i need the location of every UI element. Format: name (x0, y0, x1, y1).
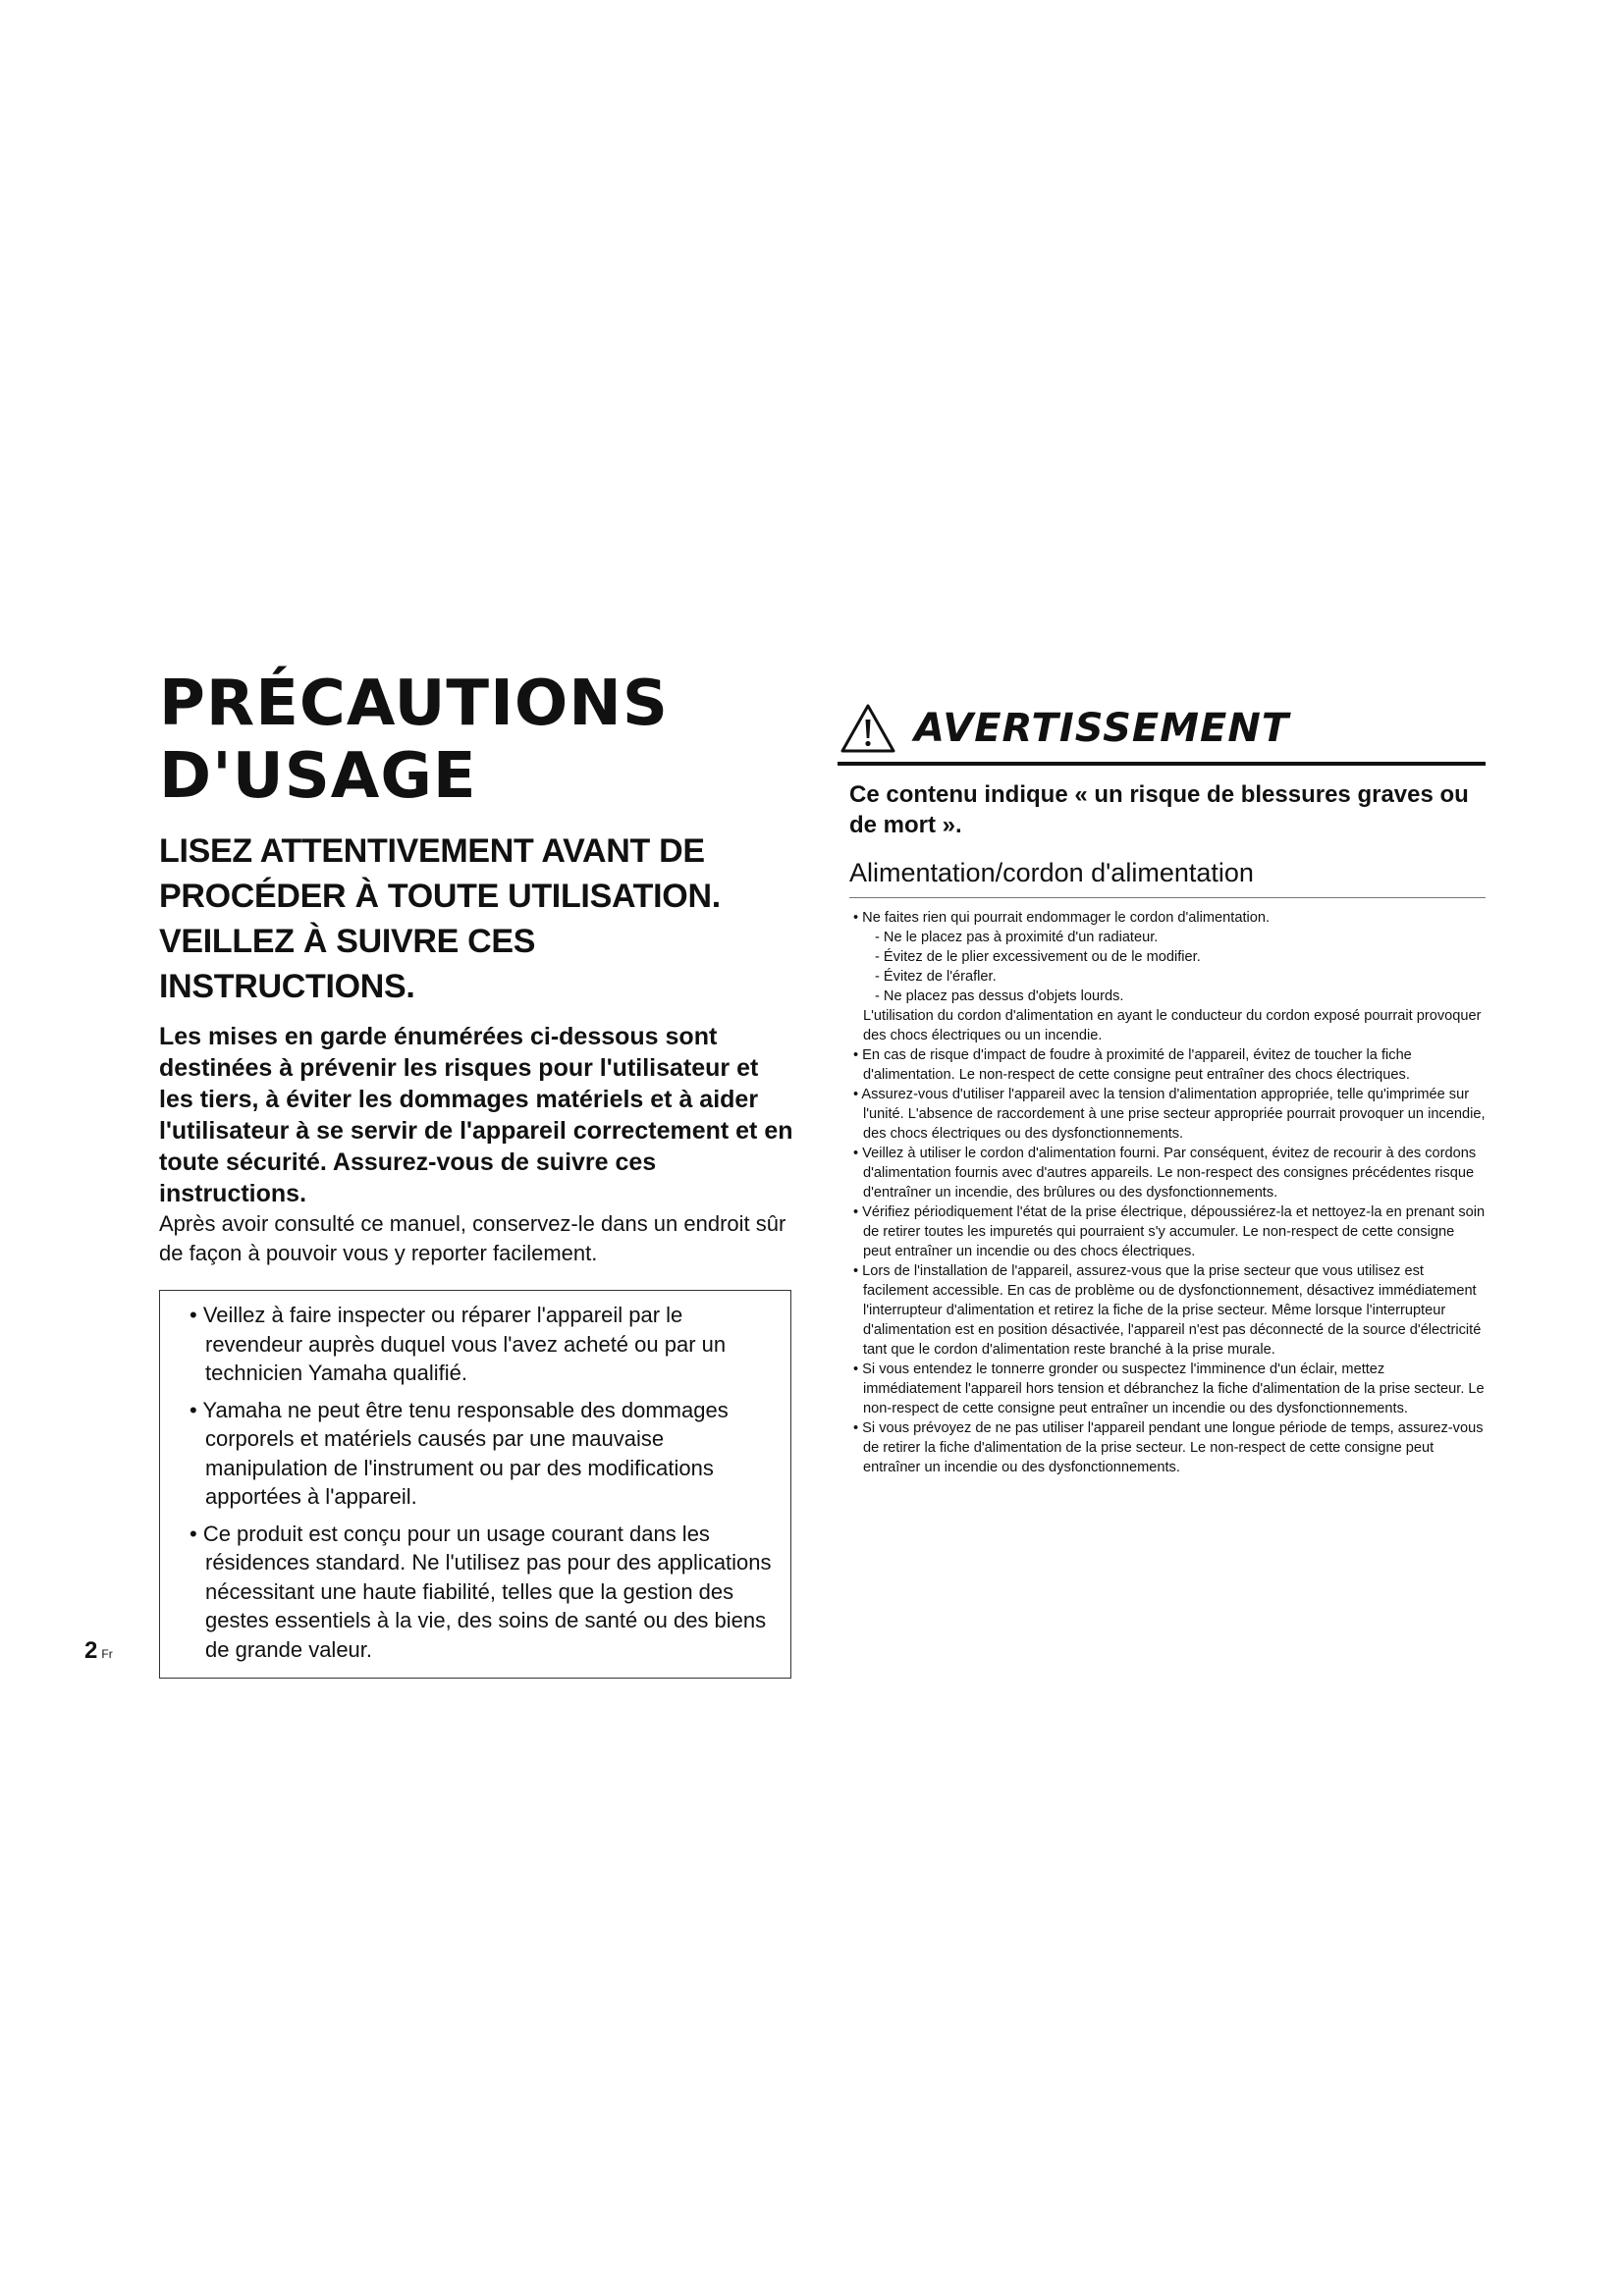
right-column (838, 699, 1486, 1477)
title-line-2: D'USAGE (159, 740, 477, 813)
warning-item (849, 908, 1486, 1045)
title-line-1: PRÉCAUTIONS (159, 667, 669, 740)
warning-item: • Assurez-vous d'utiliser l'appareil avec la tension d'alimentation appropriée, telle qu'imprimée sur l'unité. L'absence de raccordement à une prise secteur appropriée pourrait provoquer un incendie, des chocs électriques ou des dysfonctionnements. (853, 1087, 1486, 1142)
intro-bold-paragraph: Les mises en garde énumérées ci-dessous sont destinées à prévenir les risques pour l'utilisateur et les tiers, à éviter les dommages matériels et à aider l'utilisateur à se servir de l'appareil correctement et en toute sécurité. Assurez-vous de suivre ces instructions. (159, 1023, 793, 1207)
warning-item: • Veillez à utiliser le cordon d'alimentation fourni. Par conséquent, évitez de recourir à des cordons d'alimentation fournis avec d'autres appareils. Le non-respect des consignes précédentes risque d'entraîner un incendie, des brûlures ou des dysfonctionnements. (853, 1146, 1477, 1201)
page-title (159, 667, 797, 813)
warning-item-text: • Ne faites rien qui pourrait endommager le cordon d'alimentation. (853, 910, 1271, 926)
warning-item: • Lors de l'installation de l'appareil, assurez-vous que la prise secteur que vous utilisez est facilement accessible. En cas de problème ou de dysfonctionnement, désactivez immédiatement l'interrupteur d'alimentation et retirez la fiche de la prise secteur. Même lorsque l'interrupteur d'alimentation est en position désactivée, l'appareil n'est pas déconnecté de la source d'électricité tant que le cordon d'alimentation reste branché à la prise murale. (853, 1263, 1482, 1358)
warning-header (838, 699, 1486, 766)
warning-sub-item: - Ne le placez pas à proximité d'un radiateur. (875, 930, 1159, 945)
page-number-value: 2 (84, 1637, 98, 1664)
notice-item: • Ce produit est conçu pour un usage courant dans les résidences standard. Ne l'utilisez pas pour des applications nécessitant une haute fiabilité, telles que la gestion des gestes essentiels à la vie, des soins de santé ou des biens de grande valeur. (189, 1521, 772, 1662)
left-column (159, 667, 797, 1679)
notice-box (159, 1290, 791, 1679)
warning-sub-list (863, 928, 1486, 1006)
warning-title: AVERTISSEMENT (914, 706, 1290, 751)
page-number (84, 1637, 113, 1665)
warning-item: • Si vous entendez le tonnerre gronder ou suspectez l'imminence d'un éclair, mettez immédiatement l'appareil hors tension et débranchez la fiche d'alimentation de la prise secteur. Le non-respect de cette consigne peut entraîner un incendie ou des dysfonctionnements. (853, 1362, 1485, 1416)
warning-triangle-icon (839, 703, 896, 754)
warning-item-continuation: L'utilisation du cordon d'alimentation en ayant le conducteur du cordon exposé pourrait provoquer des chocs électriques ou un incendie. (863, 1008, 1482, 1043)
warning-item: • Vérifiez périodiquement l'état de la prise électrique, dépoussiérez-la et nettoyez-la en prenant soin de retirer toutes les impuretés qui pourraient s'y accumuler. Le non-respect de cette consigne peut entraîner un incendie ou des chocs électriques. (853, 1204, 1486, 1259)
notice-item: • Yamaha ne peut être tenu responsable des dommages corporels et matériels causés par une mauvaise manipulation de l'instrument ou par des modifications apportées à l'appareil. (189, 1397, 729, 1509)
notice-item: • Veillez à faire inspecter ou réparer l'appareil par le revendeur auprès duquel vous l'avez acheté ou par un technicien Yamaha qualifié. (189, 1303, 727, 1385)
warning-sub-item: - Ne placez pas dessus d'objets lourds. (875, 988, 1124, 1004)
warning-item: • Si vous prévoyez de ne pas utiliser l'appareil pendant une longue période de temps, assurez-vous de retirer la fiche d'alimentation de la prise secteur. Le non-respect de cette consigne peut entraîner un incendie ou des dysfonctionnements. (853, 1420, 1484, 1475)
intro-paragraph: Après avoir consulté ce manuel, conservez-le dans un endroit sûr de façon à pouvoir vous y reporter facilement. (159, 1211, 786, 1265)
subtitle-line-3: VEILLEZ À SUIVRE CES INSTRUCTIONS. (159, 923, 536, 1005)
page-language: Fr (101, 1647, 113, 1661)
subtitle-line-2: PROCÉDER À TOUTE UTILISATION. (159, 878, 721, 915)
warning-description: Ce contenu indique « un risque de blessures graves ou de mort ». (849, 781, 1469, 838)
section-heading: Alimentation/cordon d'alimentation (849, 856, 1486, 898)
warning-list (849, 908, 1486, 1477)
notice-list (176, 1301, 775, 1664)
subtitle-line-1: LISEZ ATTENTIVEMENT AVANT DE (159, 832, 705, 870)
page-subtitle (159, 828, 797, 1009)
warning-sub-item: - Évitez de l'érafler. (875, 969, 997, 985)
warning-item: • En cas de risque d'impact de foudre à proximité de l'appareil, évitez de toucher la fiche d'alimentation. Le non-respect de cette consigne peut entraîner des chocs électriques. (853, 1047, 1412, 1083)
warning-sub-item: - Évitez de le plier excessivement ou de le modifier. (875, 949, 1201, 965)
